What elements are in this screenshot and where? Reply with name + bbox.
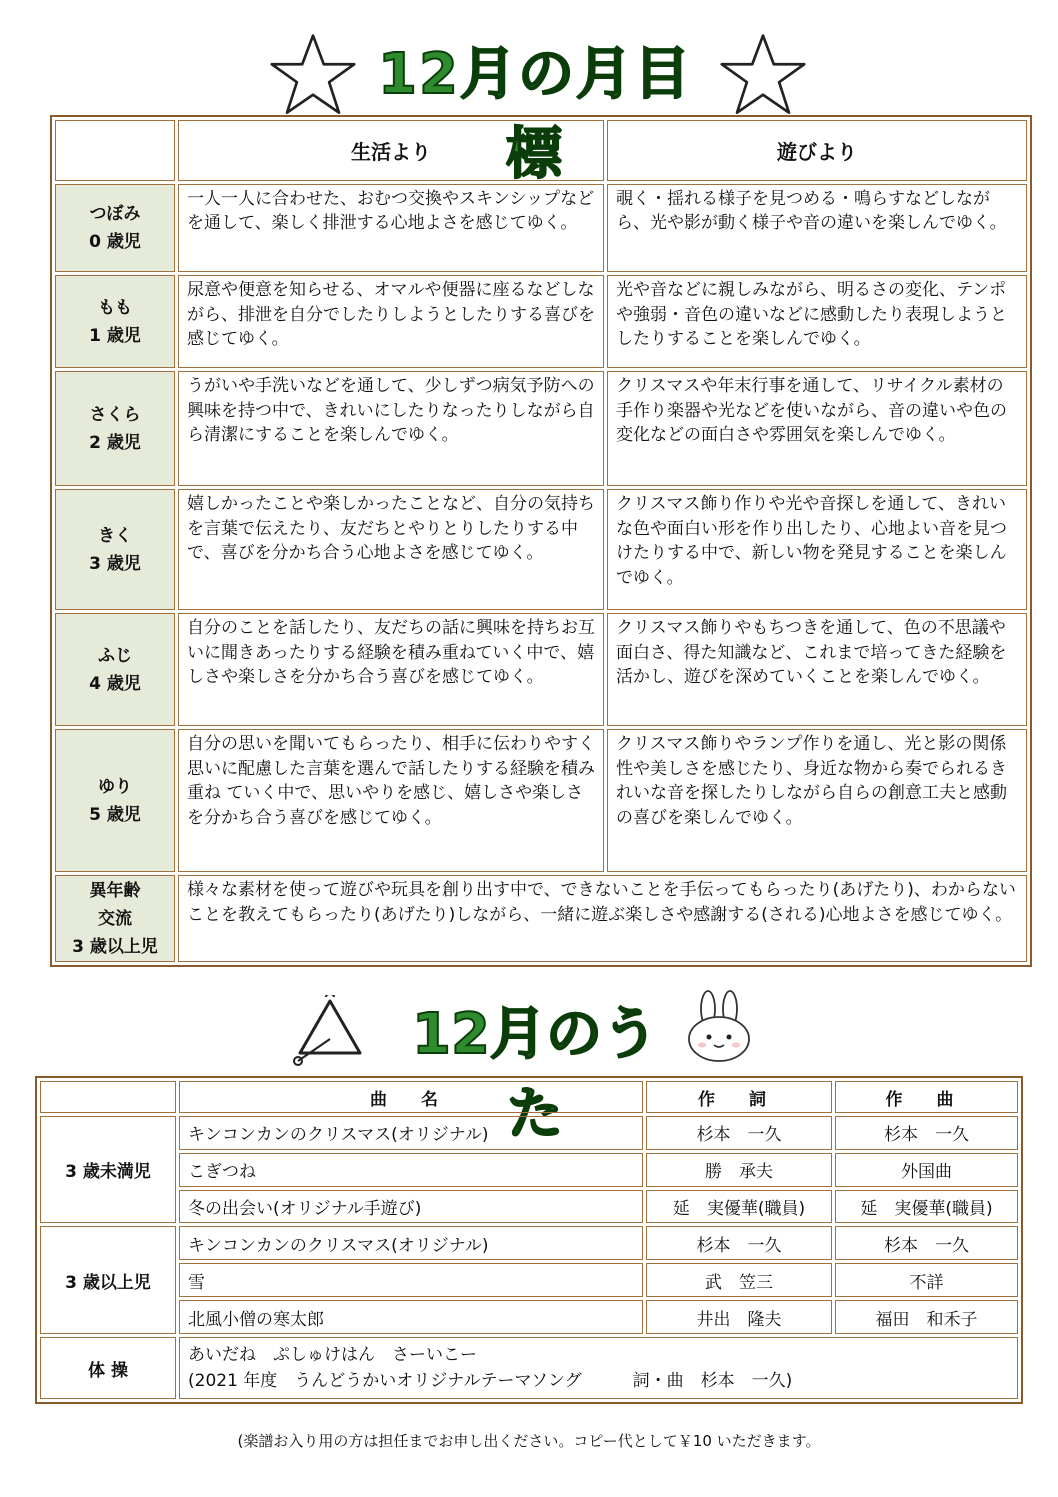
songs-table [35,1076,1023,1404]
group-exercise: 体 操 [40,1337,176,1399]
song-row [40,1190,1018,1224]
exercise-credit: (2021 年度 うんどうかいオリジナルテーマソング 詞・曲 杉本 一久) [188,1371,793,1391]
song-row [40,1116,1018,1150]
song-row [40,1226,1018,1260]
song-lyricist: 井出 隆夫 [646,1300,832,1334]
songs-header-lyrics: 作 詞 [646,1081,832,1113]
songs-header-music: 作 曲 [835,1081,1018,1113]
exercise-row [40,1337,1018,1399]
group-over3: 3 歳以上児 [40,1226,176,1334]
goals-header-life: 生活より [178,120,604,181]
song-title: キンコンカンのクリスマス(オリジナル) [179,1226,643,1260]
play-goal: クリスマス飾りやランプ作りを通し、光と影の関係性や美しさを感じたり、身近な物から奏でられるきれいな音を探したりしながら自らの創意工夫と感動の喜びを楽しんでゆく。 [607,729,1027,872]
song-composer: 福田 和禾子 [835,1300,1018,1334]
life-goal: 自分の思いを聞いてもらったり、相手に伝わりやすく思いに配慮した言葉を選んで話したりする経験を積み重ね ていく中で、思いやりを感じ、嬉しさや楽しさを分かち合う喜びを感じてゆく。 [178,729,604,872]
goals-header-play: 遊びより [607,120,1027,181]
song-title: キンコンカンのクリスマス(オリジナル) [179,1116,643,1150]
goals-header-row [55,120,1027,181]
song-title: こぎつね [179,1153,643,1187]
goals-header-empty [55,120,175,181]
monthly-goals-table [50,115,1032,967]
song-row [40,1153,1018,1187]
play-goal: 光や音などに親しみながら、明るさの変化、テンポや強弱・音色の違いなどに感動したり表現しようとしたりすることを楽しんでゆく。 [607,275,1027,368]
song-lyricist: 延 実優華(職員) [646,1190,832,1224]
footnote: (楽譜お入り用の方は担任までお申し出ください。コピー代として￥10 いただきます。 [237,1432,821,1450]
play-goal: クリスマスや年末行事を通して、リサイクル素材の手作り楽器や光などを使いながら、音の違いや色の変化などの面白さや雰囲気を楽しんでゆく。 [607,371,1027,486]
song-composer: 杉本 一久 [835,1116,1018,1150]
age-cell: ゆり 5 歳児 [55,729,175,872]
song-title: 冬の出会い(オリジナル手遊び) [179,1190,643,1224]
goals-row [55,729,1027,872]
song-lyricist: 勝 承夫 [646,1153,832,1187]
goals-row [55,371,1027,486]
age-cell: さくら 2 歳児 [55,371,175,486]
song-lyricist: 杉本 一久 [646,1226,832,1260]
life-goal: 尿意や便意を知らせる、オマルや便器に座るなどしながら、排泄を自分でしたりしようとしたりする喜びを感じてゆく。 [178,275,604,368]
age-cell-mixed: 異年齢 交流 3 歳以上児 [55,875,175,962]
play-goal: 覗く・揺れる様子を見つめる・鳴らすなどしながら、光や影が動く様子や音の違いを楽しんでゆく。 [607,184,1027,273]
page-title: 12月の月目標 [378,42,692,187]
goals-row [55,184,1027,273]
goals-row [55,489,1027,610]
songs-title: 12月のうた [412,1002,658,1147]
songs-header-title: 曲 名 [179,1081,643,1113]
song-composer: 杉本 一久 [835,1226,1018,1260]
goals-row [55,275,1027,368]
song-row [40,1263,1018,1297]
song-title: 雪 [179,1263,643,1297]
life-goal: 一人一人に合わせた、おむつ交換やスキンシップなどを通して、楽しく排泄する心地よさを感じてゆく。 [178,184,604,273]
exercise-title: あいだね ぷしゅけはん さーいこー [188,1345,477,1365]
play-goal: クリスマス飾りやもちつきを通して、色の不思議や面白さ、得た知識など、これまで培ってきた経験を活かし、遊びを深めていくことを楽しんでゆく。 [607,613,1027,726]
song-lyricist: 武 笠三 [646,1263,832,1297]
age-cell: きく 3 歳児 [55,489,175,610]
life-goal: 自分のことを話したり、友だちの話に興味を持ちお互いに聞きあったりする経験を積み重ねていく中で、嬉しさや楽しさを分かち合う喜びを感じてゆく。 [178,613,604,726]
goals-row [55,613,1027,726]
song-composer: 延 実優華(職員) [835,1190,1018,1224]
age-cell: もも 1 歳児 [55,275,175,368]
songs-header-empty [40,1081,176,1113]
mixed-goal: 様々な素材を使って遊びや玩具を創り出す中で、できないことを手伝ってもらったり(あげたり)、わからないことを教えてもらったり(あげたり)しながら、一緒に遊ぶ楽しさや感謝する(される)心地よさを感じてゆく。 [178,875,1027,962]
star-icon-left [268,32,358,118]
triangle-instrument-icon [290,995,370,1067]
group-under3: 3 歳未満児 [40,1116,176,1223]
song-lyricist: 杉本 一久 [646,1116,832,1150]
songs-header-row [40,1081,1018,1113]
star-icon-right [718,32,808,118]
song-composer: 不詳 [835,1263,1018,1297]
goals-row-mixed [55,875,1027,962]
age-cell: つぼみ 0 歳児 [55,184,175,273]
song-title: 北風小僧の寒太郎 [179,1300,643,1334]
life-goal: 嬉しかったことや楽しかったことなど、自分の気持ちを言葉で伝えたり、友だちとやりとりしたりする中で、喜びを分かち合う心地よさを感じてゆく。 [178,489,604,610]
song-row [40,1300,1018,1334]
rabbit-face-icon [684,989,754,1065]
play-goal: クリスマス飾り作りや光や音探しを通して、きれいな色や面白い形を作り出したり、心地よい音を見つけたりする中で、新しい物を発見することを楽しんでゆく。 [607,489,1027,610]
song-composer: 外国曲 [835,1153,1018,1187]
life-goal: うがいや手洗いなどを通して、少しずつ病気予防への興味を持つ中で、きれいにしたりなったりしながら自ら清潔にすることを楽しんでゆく。 [178,371,604,486]
age-cell: ふじ 4 歳児 [55,613,175,726]
exercise-text [179,1337,1018,1399]
